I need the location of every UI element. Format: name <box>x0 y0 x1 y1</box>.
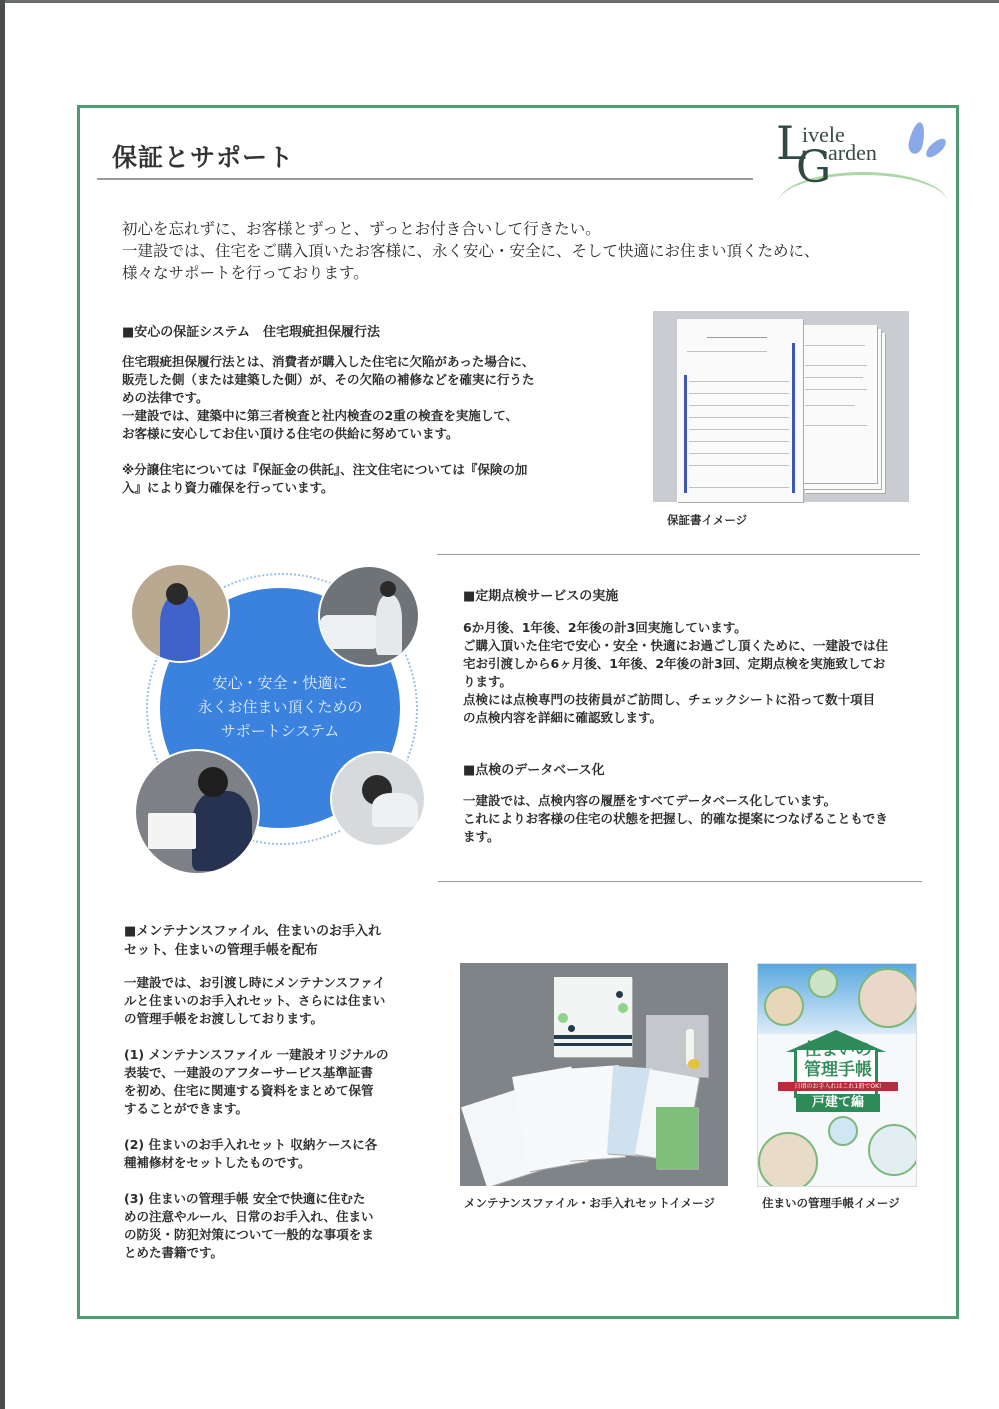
intro-line: 様々なサポートを行っております。 <box>122 264 369 282</box>
logo-initial-l: L <box>776 116 807 170</box>
set-image-caption: メンテナンスファイル・お手入れセットイメージ <box>464 1196 715 1210</box>
warranty-image-caption: 保証書イメージ <box>667 513 748 527</box>
text-line: ご購入頂いた住宅で安心・安全・快適にお過ごし頂くために、一建設では住 <box>463 638 889 653</box>
warranty-document-image <box>653 311 909 502</box>
illustration-circle <box>764 986 804 1026</box>
section-divider <box>437 554 920 555</box>
photo-inspector-car <box>318 565 420 667</box>
text-line: 6か月後、1年後、2年後の計3回実施しています。 <box>463 620 747 635</box>
text-line: ります。 <box>463 674 513 689</box>
text-line: 入』により資力確保を行っています。 <box>122 480 334 495</box>
text-line: することができます。 <box>124 1101 249 1116</box>
intro-line: 一建設では、住宅をご購入頂いたお客様に、永く安心・安全に、そして快適にお住まい頂くために、 <box>122 242 820 260</box>
text-line: の点検内容を詳細に確認致します。 <box>463 710 663 725</box>
management-handbook-mini <box>656 1107 698 1169</box>
logo-initial-g: G <box>796 142 832 193</box>
illustration-circle <box>868 1124 917 1176</box>
document-sheet-back <box>797 325 877 483</box>
livele-garden-logo <box>772 112 952 200</box>
page-title: 保証とサポート <box>112 143 295 172</box>
illustration-circle <box>758 1132 818 1187</box>
text-line: ※分譲住宅については『保証金の供託』、注文住宅については『保険の加 <box>122 462 528 477</box>
logo-word-arden: arden <box>828 140 877 165</box>
maintenance-body <box>124 974 388 1262</box>
text-line: (2) 住まいのお手入れセット 収納ケースに各 <box>124 1137 378 1152</box>
logo-leaf-icon <box>923 137 950 159</box>
text-line: 点検には点検専門の技術員がご訪問し、チェックシートに沿って数十項目 <box>463 692 876 707</box>
inspection-heading: ■定期点検サービスの実施 <box>463 589 619 604</box>
illustration-circle <box>828 1116 858 1146</box>
text-line: 住宅瑕疵担保履行法とは、消費者が購入した住宅に欠陥があった場合に、 <box>122 354 535 369</box>
care-kit-case <box>646 1015 708 1077</box>
section-divider <box>438 881 922 882</box>
maintenance-file-box <box>554 977 632 1057</box>
text-line: 一建設では、点検内容の履歴をすべてデータベース化しています。 <box>463 793 837 808</box>
text-line: 一建設では、建築中に第三者検査と社内検査の2重の検査を実施して、 <box>122 408 518 423</box>
title-underline <box>97 178 753 180</box>
text-line: 表装で、一建設のアフターサービス基準証書 <box>124 1065 373 1080</box>
management-handbook-image <box>757 963 917 1187</box>
maintenance-heading: ■メンテナンスファイル、住まいのお手入れ セット、住まいの管理手帳を配布 <box>124 924 381 958</box>
warranty-certificate-sheet <box>677 319 803 502</box>
intro-line: 初心を忘れずに、お客様とずっと、ずっとお付き合いして行きたい。 <box>122 220 601 238</box>
text-line: ルと住まいのお手入れセット、さらには住まい <box>124 993 386 1008</box>
inspection-body <box>463 619 888 727</box>
text-line: これによりお客様の住宅の状態を把握し、的確な提案につなげることもでき <box>463 811 888 826</box>
support-system-graphic <box>130 563 430 878</box>
handbook-image-caption: 住まいの管理手帳イメージ <box>762 1196 900 1210</box>
photo-inspector-floor <box>330 751 426 847</box>
scan-edge-left <box>0 0 5 1409</box>
text-line: お客様に安心してお住い頂ける住宅の供給に努めています。 <box>122 426 459 441</box>
support-system-text: 安心・安全・快適に 永くお住まい頂くための サポートシステム <box>197 674 363 740</box>
text-line: ます。 <box>463 829 500 844</box>
text-line: (1) メンテナンスファイル 一建設オリジナルの <box>124 1047 389 1062</box>
text-line: 一建設では、お引渡し時にメンテナンスファイ <box>124 975 386 990</box>
logo-word-ivele: ivele <box>802 122 845 147</box>
intro-text <box>122 218 820 284</box>
handbook-title: 住まいの 管理手帳 <box>804 1040 872 1080</box>
maintenance-set-image <box>460 963 728 1186</box>
text-line: の管理手帳をお渡ししております。 <box>124 1011 324 1026</box>
handbook-ribbon: 日頃のお手入れはこれ1冊でOK! <box>778 1082 898 1091</box>
warranty-body <box>122 353 535 497</box>
illustration-circle <box>808 968 838 998</box>
text-line: を初め、住宅に関連する資料をまとめて保管 <box>124 1083 374 1098</box>
text-line: 宅お引渡しから6ヶ月後、1年後、2年後の計3回、定期点検を実施致してお <box>463 656 886 671</box>
photo-inspector-door <box>130 563 230 663</box>
photo-inspector-checklist <box>134 749 260 875</box>
text-line: 種補修材をセットしたものです。 <box>124 1155 311 1170</box>
database-body <box>463 792 888 846</box>
warranty-heading: ■安心の保証システム 住宅瑕疵担保履行法 <box>122 325 380 340</box>
text-line: とめた書籍です。 <box>124 1245 224 1260</box>
illustration-circle <box>858 968 917 1028</box>
text-line: 販売した側（または建築した側）が、その欠陥の補修などを確実に行うた <box>122 372 535 387</box>
scan-edge-top <box>0 0 999 3</box>
text-line: (3) 住まいの管理手帳 安全で快適に住むた <box>124 1191 366 1206</box>
text-line: の防災・防犯対策について一般的な事項をま <box>124 1227 374 1242</box>
handbook-edition: 戸建て編 <box>796 1094 880 1112</box>
logo-leaf-icon <box>907 121 927 155</box>
text-line: めの法律です。 <box>122 390 209 405</box>
text-line: めの注意やルール、日常のお手入れ、住まい <box>124 1209 374 1224</box>
database-heading: ■点検のデータベース化 <box>463 763 605 778</box>
